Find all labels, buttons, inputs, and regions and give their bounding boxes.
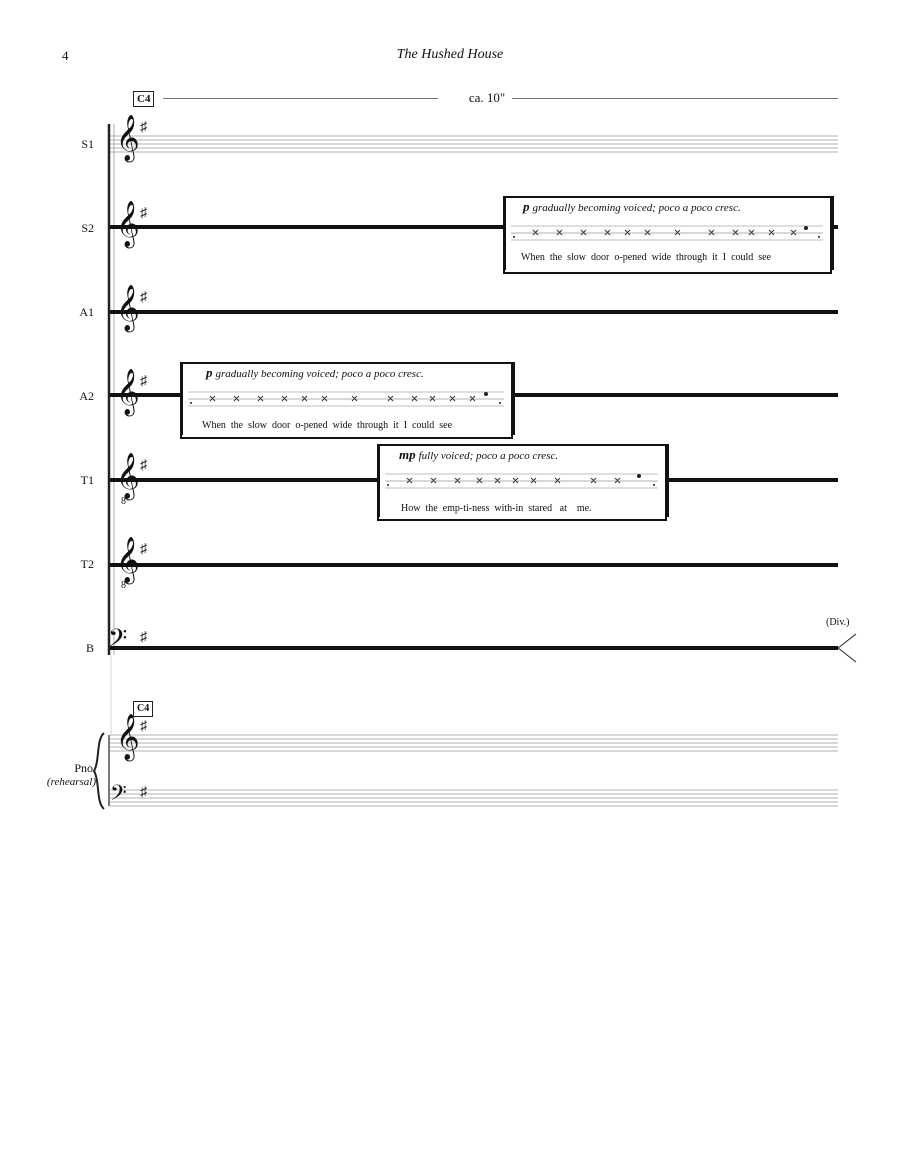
sharp-icon: ♯ [140,458,147,473]
aleatoric-box-a2 [180,362,513,439]
piano-note: (rehearsal) [46,776,96,788]
piano-staff-treble [110,735,838,751]
treble-clef-icon: 𝄞 [116,714,140,759]
aleatoric-box-t1 [377,444,667,521]
x-notehead-row [182,388,511,410]
divisi-marking: (Div.) [826,617,850,628]
piano-rehearsal-mark: C4 [133,701,153,717]
page-title: The Hushed House [396,47,504,62]
stave-label-a2: A2 [79,389,94,403]
treble-clef-icon: 𝄞 [116,537,140,582]
treble-clef-icon: 𝄞 [116,201,140,246]
x-notehead-row [379,470,665,492]
rehearsal-mark: C4 [133,91,154,107]
piano-name: Pno. [74,761,96,775]
stave-label-t1: T1 [80,473,94,487]
treble-clef-icon: 𝄞 [116,115,140,160]
piano-label [30,762,96,789]
stave-label-b: B [85,641,94,655]
duration-marking: ca. 10" [0,90,900,106]
octave-eight-icon: 8 [121,496,126,507]
octave-eight-icon: 8 [121,580,126,591]
bass-clef-icon: 𝄢 [110,781,127,810]
box-instruction: p gradually becoming voiced; poco a poco cresc. [206,365,424,380]
treble-clef-icon: 𝄞 [116,369,140,414]
box-instruction: p gradually becoming voiced; poco a poco cresc. [523,199,741,214]
stave-label-s1: S1 [81,137,94,151]
box-lyrics: When the slow door o-pened wide through it I could see [202,420,453,431]
sharp-icon: ♯ [140,630,147,645]
staff-s1 [110,136,838,152]
stave-label-a1: A1 [79,305,94,319]
sharp-icon: ♯ [140,374,147,389]
aleatoric-box-s2 [503,196,832,274]
sharp-icon: ♯ [140,542,147,557]
sharp-icon: ♯ [140,290,147,305]
box-instruction: mp fully voiced; poco a poco cresc. [399,447,559,462]
treble-clef-icon: 𝄞 [116,285,140,330]
box-lyrics: When the slow door o-pened wide through it I could see [521,252,772,263]
bass-clef-icon: 𝄢 [108,625,128,658]
divisi-fork [838,634,856,662]
x-notehead-row [505,222,830,244]
sharp-icon: ♯ [140,719,147,734]
box-lyrics: How the emp-ti-ness with-in stared at me. [401,503,592,514]
stave-label-t2: T2 [80,557,94,571]
page-number: 4 [62,48,69,63]
sharp-icon: ♯ [140,120,147,135]
treble-clef-icon: 𝄞 [116,453,140,498]
sharp-icon: ♯ [140,206,147,221]
stave-label-s2: S2 [81,221,94,235]
piano-staff-bass [110,790,838,806]
sharp-icon: ♯ [140,785,147,800]
